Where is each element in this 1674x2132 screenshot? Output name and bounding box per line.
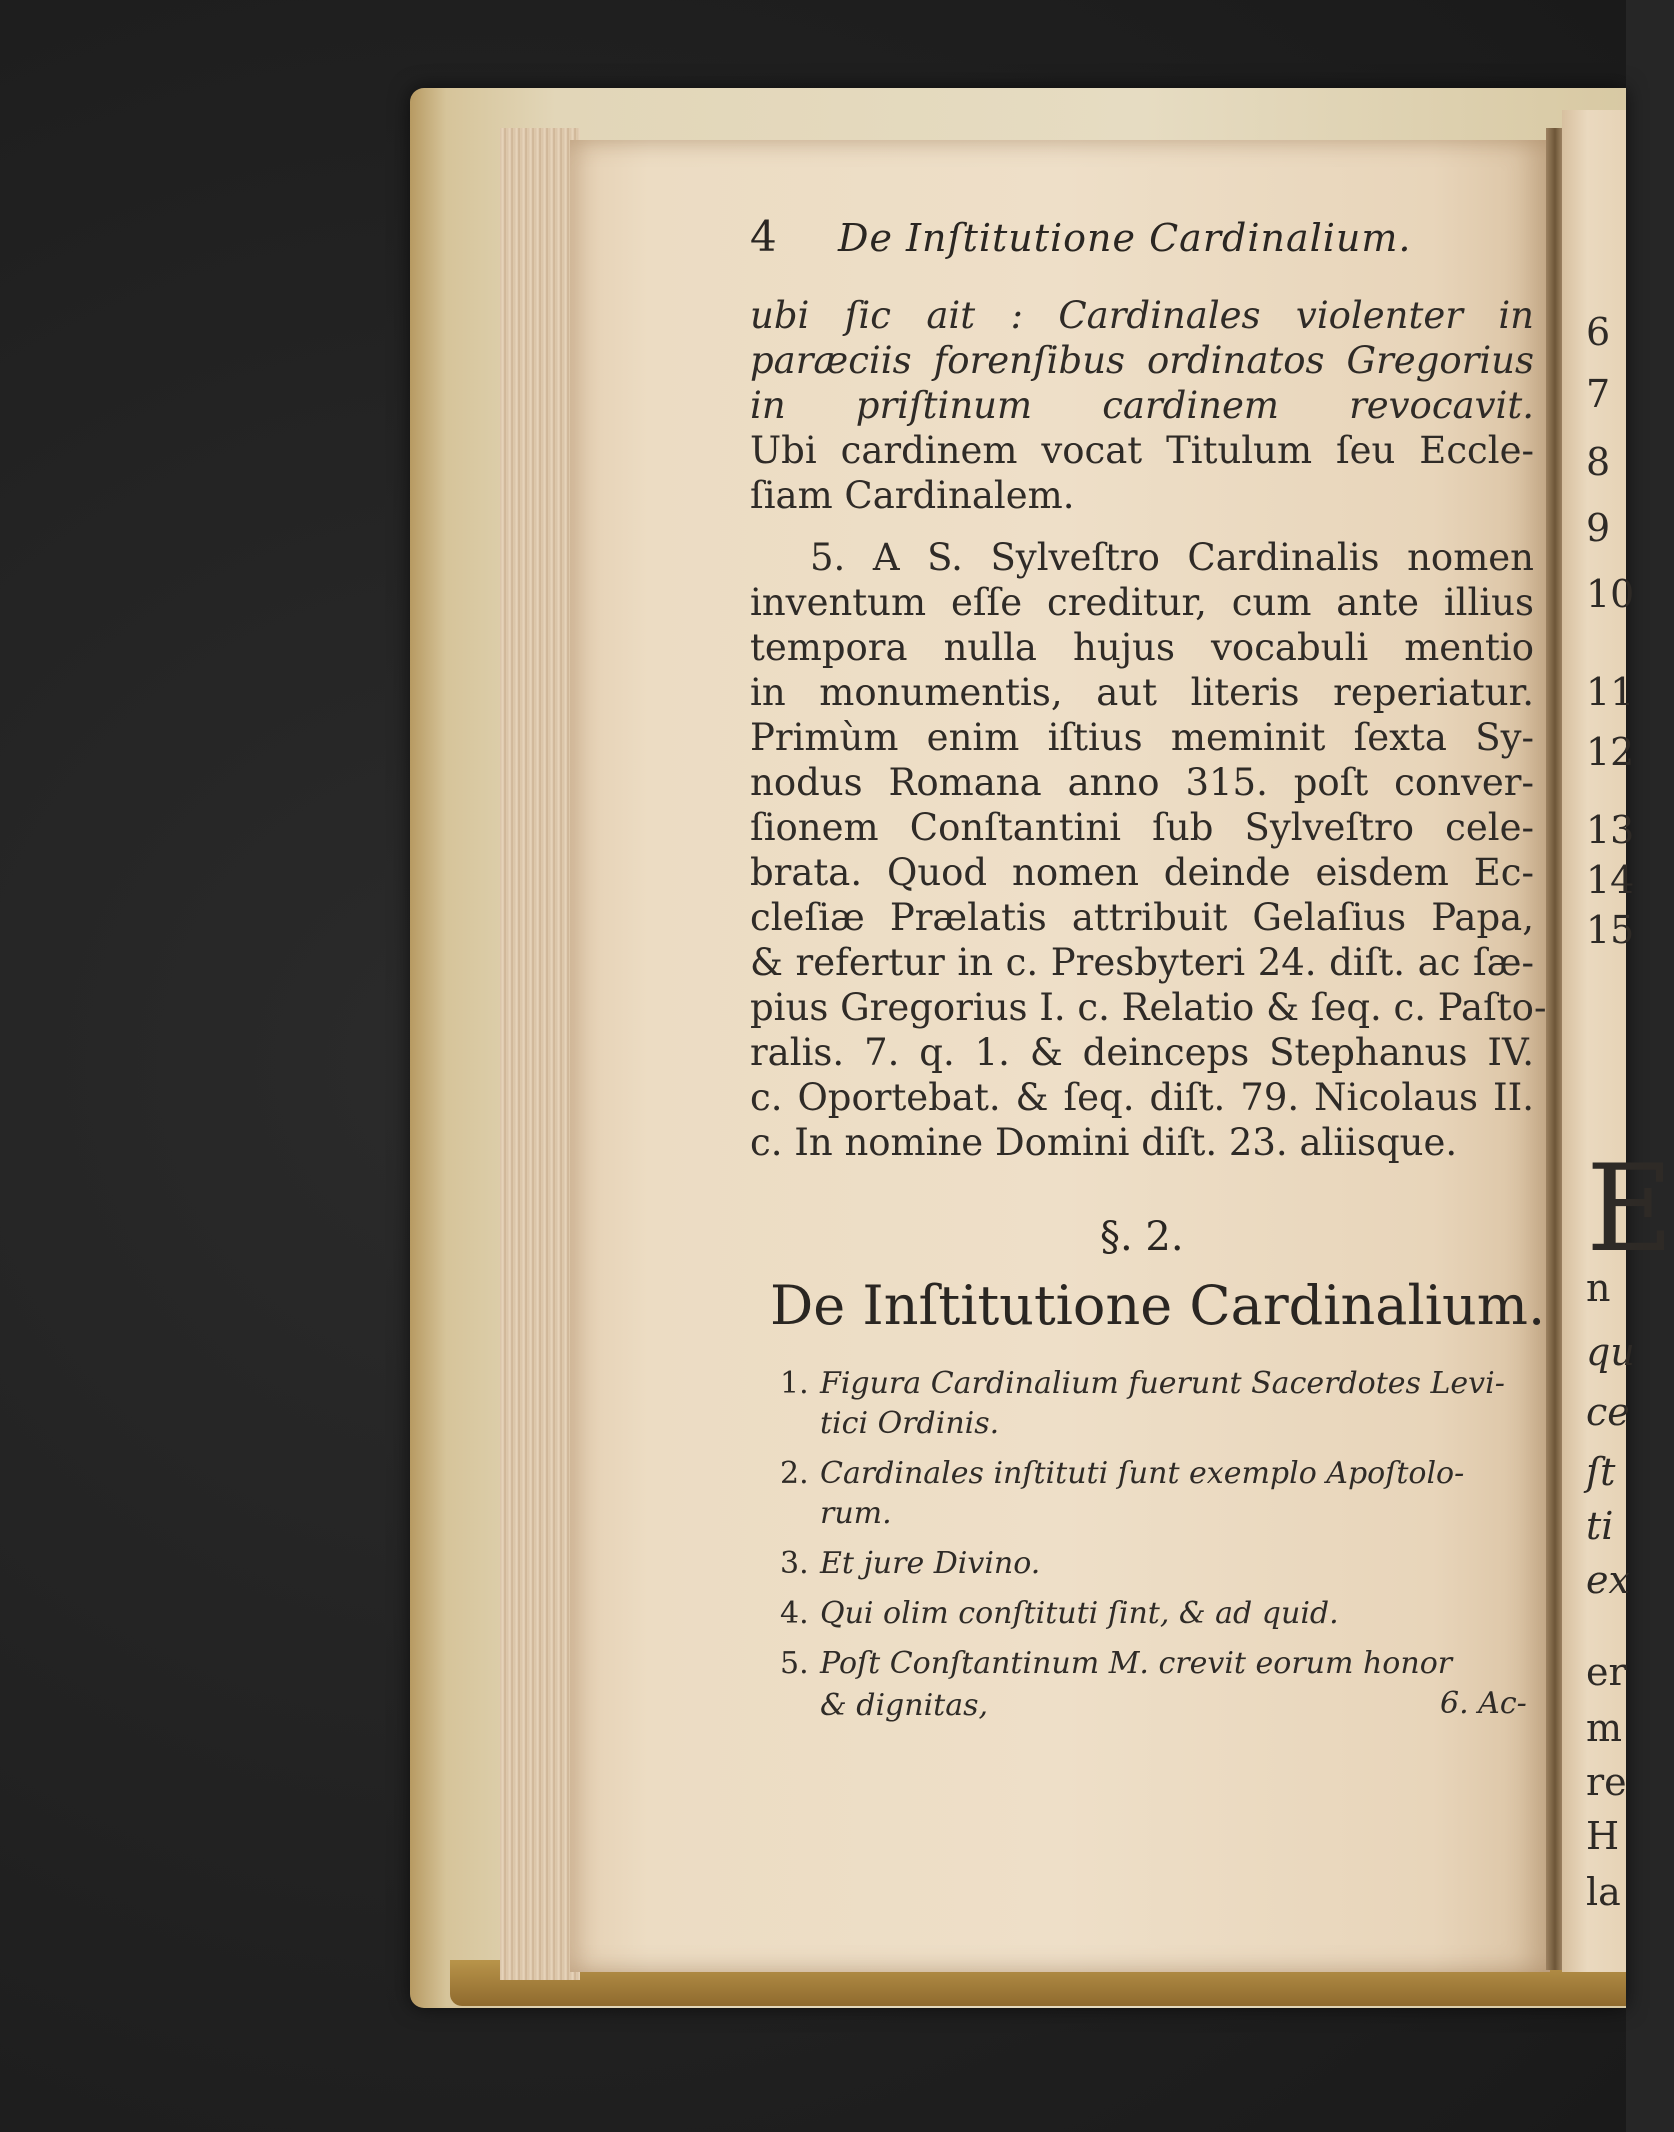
facing-fragment: m (1586, 1706, 1623, 1750)
paragraph-start: 5. A S. Sylveſtro Cardinalis nomen (810, 536, 1534, 579)
body-line: ralis. 7. q. 1. & deinceps Stephanus IV. (750, 1031, 1534, 1074)
item-number: 3. (780, 1546, 809, 1581)
facing-fragment: er (1586, 1650, 1627, 1694)
item-text: Cardinales inſtituti ſunt exemplo Apoſtolo- (820, 1456, 1465, 1491)
running-head (750, 212, 1510, 272)
body-line: Ubi cardinem vocat Titulum ſeu Eccle- (750, 429, 1534, 472)
facing-fragment: 6 (1586, 310, 1611, 354)
body-line: inventum eſſe creditur, cum ante illius (750, 581, 1534, 624)
body-line: tempora nulla hujus vocabuli mentio (750, 626, 1534, 669)
body-line: nodus Romana anno 315. poſt conver- (750, 761, 1534, 804)
body-line: c. Oportebat. & ſeq. diſt. 79. Nicolaus II. (750, 1076, 1534, 1119)
item-text: Qui olim conſtituti ſint, & ad quid. (820, 1596, 1339, 1631)
summary-item (780, 1644, 1540, 1684)
facing-fragment: la (1586, 1870, 1621, 1914)
item-text: Et jure Divino. (820, 1546, 1041, 1581)
summary-item-continuation: & dignitas, (820, 1688, 989, 1723)
facing-fragment: E (1586, 1140, 1674, 1279)
item-number: 4. (780, 1596, 809, 1631)
body-line: ſiam Cardinalem. (750, 474, 1075, 517)
facing-fragment: ex (1586, 1558, 1630, 1602)
body-line: pius Gregorius I. c. Relatio & ſeq. c. Paſto- (750, 986, 1547, 1029)
section-heading: De Inſtitutione Cardinalium. (770, 1274, 1546, 1337)
facing-fragment: ti (1586, 1504, 1614, 1548)
summary-item (780, 1594, 1540, 1634)
summary-item-continuation: tici Ordinis. (820, 1406, 1000, 1441)
facing-fragment: 7 (1586, 372, 1611, 416)
summary-item (780, 1364, 1540, 1404)
summary-item-continuation: rum. (820, 1496, 892, 1531)
page-stack-edges (500, 128, 580, 1980)
body-line: & refertur in c. Presbyteri 24. diſt. ac ſæ- (750, 941, 1534, 984)
section-mark: §. 2. (1100, 1214, 1184, 1260)
facing-fragment: 11 (1586, 670, 1635, 714)
facing-fragment: 12 (1586, 730, 1635, 774)
summary-item (780, 1544, 1540, 1584)
facing-fragment: n (1586, 1266, 1611, 1310)
item-number: 1. (780, 1366, 809, 1401)
facing-fragment: 14 (1586, 858, 1635, 902)
facing-fragment: ce (1586, 1390, 1630, 1434)
running-title: De Inſtitutione Cardinalium. (838, 216, 1412, 260)
facing-fragment: 13 (1586, 808, 1635, 852)
body-line: paræciis forenſibus ordinatos Gregorius (750, 339, 1534, 382)
facing-fragment: 8 (1586, 440, 1611, 484)
page-number: 4 (750, 212, 777, 261)
body-line: ſionem Conſtantini ſub Sylveſtro cele- (750, 806, 1534, 849)
body-line: cleſiæ Prælatis attribuit Gelaſius Papa, (750, 896, 1534, 939)
item-text: Figura Cardinalium fuerunt Sacerdotes Levi- (820, 1366, 1505, 1401)
facing-fragment: ſt (1586, 1450, 1616, 1494)
body-line: brata. Quod nomen deinde eisdem Ec- (750, 851, 1534, 894)
facing-fragment: qu (1586, 1330, 1635, 1374)
body-line: Primùm enim iſtius meminit ſexta Sy- (750, 716, 1534, 759)
item-number: 5. (780, 1646, 809, 1681)
facing-page-sliver (1562, 110, 1674, 1972)
body-line: in priſtinum cardinem revocavit. (750, 384, 1534, 427)
summary-item (780, 1454, 1540, 1494)
facing-fragment: 9 (1586, 506, 1611, 550)
facing-fragment: re (1586, 1760, 1627, 1804)
facing-fragment: 10 (1586, 572, 1635, 616)
facing-fragment: H (1586, 1814, 1620, 1858)
item-number: 2. (780, 1456, 809, 1491)
item-text: Poſt Conſtantinum M. crevit eorum honor (820, 1646, 1453, 1681)
body-line: ubi ſic ait : Cardinales violenter in (750, 294, 1534, 337)
facing-fragment: 15 (1586, 908, 1635, 952)
body-line: c. In nomine Domini diſt. 23. aliisque. (750, 1121, 1458, 1164)
body-line: in monumentis, aut literis reperiatur. (750, 671, 1534, 714)
catchword: 6. Ac- (1440, 1686, 1527, 1721)
